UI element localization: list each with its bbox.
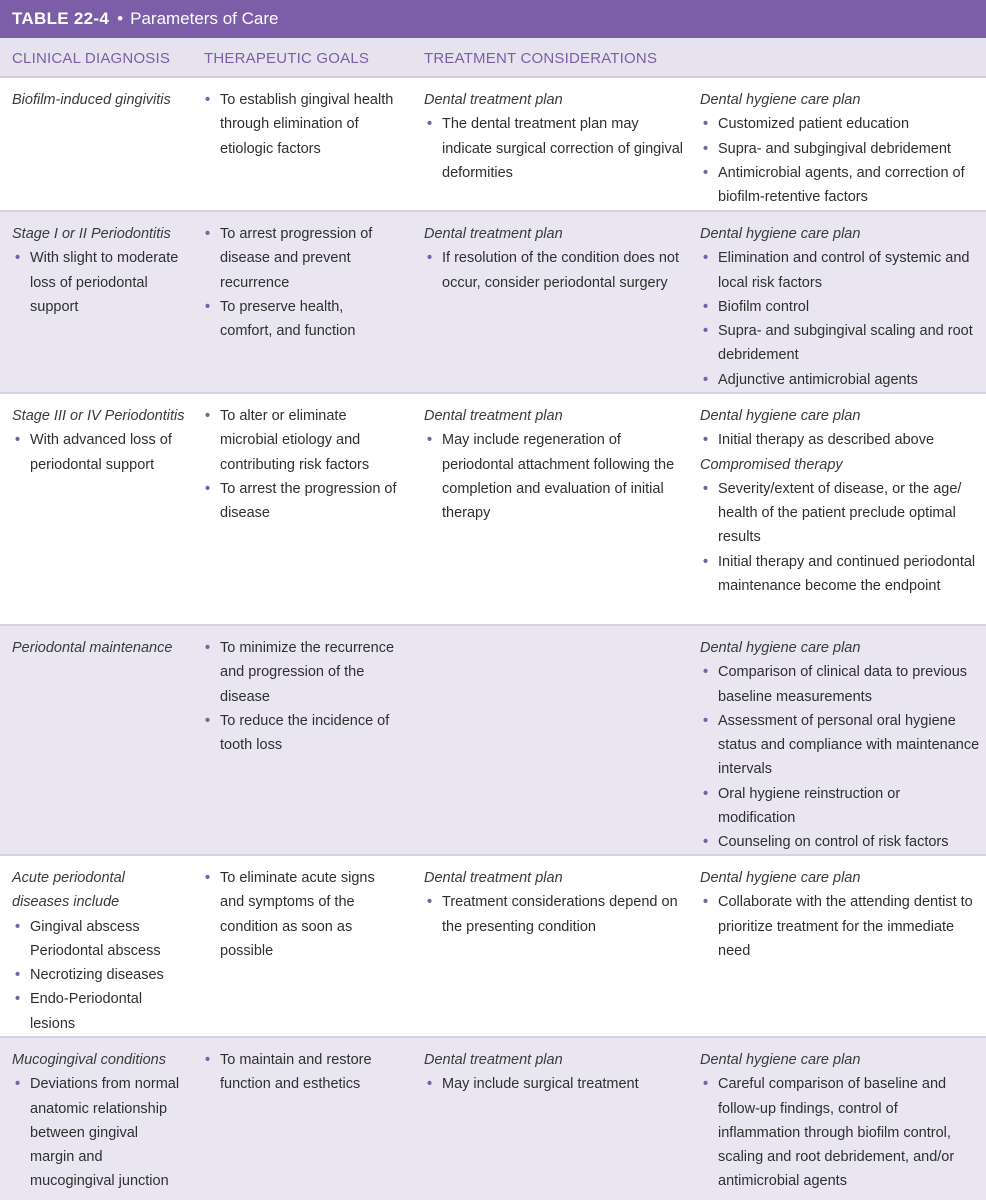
list-item: • To reduce the incidence of tooth loss	[202, 709, 398, 758]
diagnosis-cell	[12, 222, 192, 319]
list-item: • Collaborate with the attending dentist to prioritize treatment for the immediate need	[700, 890, 980, 963]
diagnosis-title: Acute periodontal diseases include	[12, 870, 125, 911]
bullet-icon: •	[703, 116, 709, 133]
goals-cell	[202, 88, 398, 161]
list-item: • Supra- and subgingival debridement	[700, 137, 980, 161]
dental-plan-cell	[424, 1048, 686, 1097]
hygiene-plan-cell	[700, 222, 980, 392]
diagnosis-cell	[12, 1048, 192, 1194]
bullet-icon: •	[205, 408, 211, 424]
bullet-icon: •	[703, 298, 709, 315]
list-item: • Treatment considerations depend on the presenting condition	[424, 890, 686, 939]
list-item: • To alter or eliminate microbial etiology and contributing risk factors	[202, 404, 398, 477]
bullet-icon: •	[205, 298, 211, 315]
list-item: • The dental treatment plan may indicate surgical correction of gingival deformities	[424, 112, 686, 185]
hygiene-plan-subtitle: Compromised therapy	[700, 456, 843, 473]
bullet-icon: •	[205, 1052, 211, 1068]
list-item: • Initial therapy and continued periodontal maintenance become the endpoint	[700, 550, 980, 599]
header-therapeutic-goals: THERAPEUTIC GOALS	[204, 50, 370, 67]
table-row-stage-3-4	[0, 394, 986, 626]
goals-cell	[202, 404, 398, 525]
diagnosis-cell	[12, 88, 192, 112]
bullet-icon: •	[205, 226, 211, 242]
hygiene-plan-title: Dental hygiene care plan	[700, 408, 861, 424]
bullet-icon: •	[703, 323, 709, 340]
bullet-icon: •	[15, 432, 21, 449]
list-item: • To arrest progression of disease and prevent recurrence	[202, 222, 398, 295]
dental-plan-cell	[424, 404, 686, 525]
bullet-icon: •	[15, 250, 21, 267]
bullet-icon: •	[15, 918, 21, 935]
bullet-icon: •	[427, 116, 433, 133]
hygiene-plan-cell	[700, 636, 980, 855]
list-item: • Severity/extent of disease, or the age/ health of the patient preclude optimal results	[700, 477, 980, 550]
list-item: • To eliminate acute signs and symptoms of the condition as soon as possible	[202, 866, 398, 963]
table-title-bar	[0, 0, 986, 38]
bullet-icon: •	[427, 250, 433, 267]
dental-plan-title: Dental treatment plan	[424, 408, 563, 424]
list-item: • Biofilm control	[700, 295, 980, 319]
bullet-icon: •	[205, 712, 211, 729]
hygiene-plan-title: Dental hygiene care plan	[700, 640, 861, 656]
hygiene-plan-cell	[700, 404, 980, 598]
diagnosis-cell	[12, 636, 192, 660]
hygiene-plan-cell	[700, 866, 980, 963]
dental-plan-cell	[424, 866, 686, 939]
dental-plan-cell	[424, 222, 686, 295]
list-item: • Customized patient education	[700, 112, 980, 136]
goals-cell	[202, 636, 398, 757]
hygiene-plan-title: Dental hygiene care plan	[700, 226, 861, 242]
bullet-icon: •	[703, 894, 709, 911]
bullet-icon: •	[703, 371, 709, 388]
bullet-icon: •	[703, 432, 709, 449]
list-item: • Antimicrobial agents, and correction of biofilm-retentive factors	[700, 161, 980, 210]
bullet-icon: •	[703, 164, 709, 181]
bullet-icon: •	[15, 1076, 21, 1093]
goals-cell	[202, 1048, 398, 1097]
table-name: Parameters of Care	[130, 9, 279, 28]
table-number: TABLE 22-4	[12, 9, 110, 28]
list-item: • To maintain and restore function and esthetics	[202, 1048, 398, 1097]
dental-plan-cell	[424, 88, 686, 185]
title-separator: •	[117, 9, 124, 28]
list-item: • To preserve health, comfort, and function	[202, 295, 398, 344]
list-item: • Gingival abscess	[12, 915, 192, 939]
list-item: • Adjunctive antimicrobial agents	[700, 368, 980, 392]
hygiene-plan-cell	[700, 88, 980, 209]
list-item-continuation: Periodontal abscess	[30, 942, 161, 959]
bullet-icon: •	[427, 1076, 433, 1093]
header-treatment-considerations: TREATMENT CONSIDERATIONS	[424, 50, 658, 67]
diagnosis-title: Stage I or II Periodontitis	[12, 226, 171, 242]
list-item: • Endo-Periodontal lesions	[12, 987, 150, 1036]
list-item: • Comparison of clinical data to previous baseline measurements	[700, 660, 980, 709]
diagnosis-cell	[12, 866, 192, 1036]
list-item: • Initial therapy as described above	[700, 428, 980, 452]
list-item: • Careful comparison of baseline and follow-up findings, control of inflammation through biofilm control, scaling and root debridement, and/or antimicrobial agents	[700, 1072, 980, 1193]
bullet-icon: •	[205, 92, 211, 108]
bullet-icon: •	[427, 894, 433, 911]
bullet-icon: •	[205, 480, 211, 497]
goals-cell	[202, 866, 398, 963]
dental-plan-title: Dental treatment plan	[424, 226, 563, 242]
bullet-icon: •	[703, 1076, 709, 1093]
hygiene-plan-title: Dental hygiene care plan	[700, 1052, 861, 1068]
diagnosis-title: Mucogingival conditions	[12, 1052, 166, 1068]
list-item: • May include surgical treatment	[424, 1072, 686, 1096]
bullet-icon: •	[703, 664, 709, 681]
bullet-icon: •	[703, 250, 709, 267]
hygiene-plan-title: Dental hygiene care plan	[700, 92, 861, 108]
dental-plan-title: Dental treatment plan	[424, 92, 563, 108]
list-item: • To minimize the recurrence and progression of the disease	[202, 636, 398, 709]
table-row-gingivitis	[0, 78, 986, 212]
list-item: • If resolution of the condition does not occur, consider periodontal surgery	[424, 246, 686, 295]
list-item: • To establish gingival health through elimination of etiologic factors	[202, 88, 398, 161]
list-item: • With advanced loss of periodontal support	[12, 428, 192, 477]
bullet-icon: •	[15, 967, 21, 984]
list-item: • Counseling on control of risk factors	[700, 830, 980, 854]
table-header-row	[0, 38, 986, 78]
bullet-icon: •	[427, 432, 433, 449]
header-clinical-diagnosis: CLINICAL DIAGNOSIS	[12, 50, 171, 67]
bullet-icon: •	[703, 480, 709, 497]
bullet-icon: •	[15, 991, 21, 1008]
list-item: • Deviations from normal anatomic relationship between gingival margin and mucogingival junction	[12, 1072, 180, 1193]
hygiene-plan-cell	[700, 1048, 980, 1194]
list-item: • Necrotizing diseases	[12, 963, 192, 987]
list-item: • Assessment of personal oral hygiene status and compliance with maintenance intervals	[700, 709, 980, 782]
bullet-icon: •	[703, 553, 709, 570]
list-item: • Oral hygiene reinstruction or modification	[700, 782, 980, 831]
list-item: • To arrest the progression of disease	[202, 477, 398, 526]
diagnosis-title: Biofilm-induced gingivitis	[12, 92, 171, 108]
table-row-acute	[0, 856, 986, 1038]
table-row-stage-1-2	[0, 212, 986, 394]
diagnosis-cell	[12, 404, 192, 477]
list-item: • With slight to moderate loss of periodontal support	[12, 246, 192, 319]
bullet-icon: •	[703, 834, 709, 851]
bullet-icon: •	[703, 785, 709, 802]
hygiene-plan-title: Dental hygiene care plan	[700, 870, 861, 886]
bullet-icon: •	[703, 140, 709, 157]
list-item: • Elimination and control of systemic and local risk factors	[700, 246, 980, 295]
diagnosis-title: Stage III or IV Periodontitis	[12, 408, 185, 424]
bullet-icon: •	[205, 640, 211, 656]
list-item: • May include regeneration of periodontal attachment following the completion and evaluation of initial therapy	[424, 428, 686, 525]
table-row-mucogingival	[0, 1038, 986, 1200]
table-row-maintenance	[0, 626, 986, 856]
diagnosis-title: Periodontal maintenance	[12, 640, 173, 656]
bullet-icon: •	[205, 870, 211, 886]
dental-plan-title: Dental treatment plan	[424, 1052, 563, 1068]
dental-plan-title: Dental treatment plan	[424, 870, 563, 886]
bullet-icon: •	[703, 712, 709, 729]
list-item: • Supra- and subgingival scaling and root debridement	[700, 319, 980, 368]
goals-cell	[202, 222, 398, 343]
